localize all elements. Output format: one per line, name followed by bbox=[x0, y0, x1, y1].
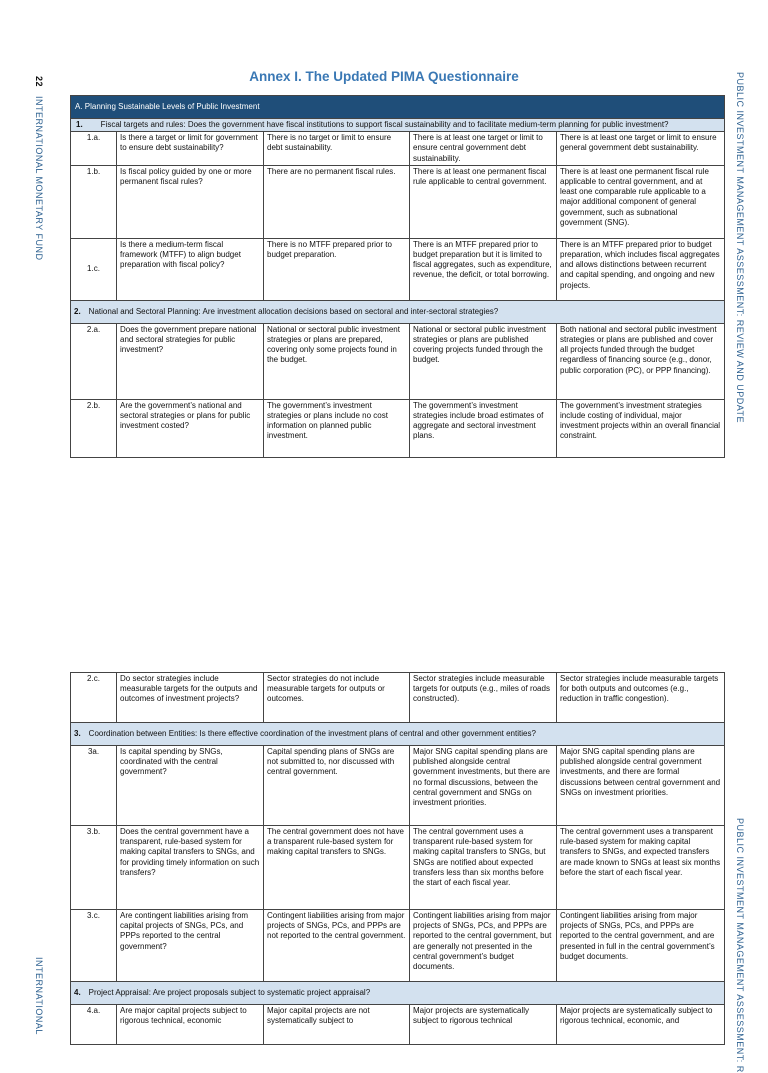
question-id: 2.c. bbox=[71, 673, 117, 723]
score-3-text: Sector strategies include measurable targets for both outputs and outcomes (e.g., reduction in traffic congestion). bbox=[557, 673, 725, 723]
pima-questionnaire-table-part1 bbox=[70, 95, 725, 458]
score-2-text: National or sectoral public investment strategies or plans are published covering projects funded through the budget. bbox=[410, 323, 557, 399]
question-text: Is there a medium-term fiscal framework (MTFF) to align budget preparation with fiscal policy? bbox=[117, 238, 264, 300]
section-number: 2. bbox=[74, 306, 81, 316]
question-id: 3.c. bbox=[71, 910, 117, 982]
score-3-text: There is at least one permanent fiscal rule applicable to central government, and at least one comparable rule applicable to a major additional component of general government, such as subnational government (SNG). bbox=[557, 165, 725, 238]
page-number: 22 bbox=[34, 76, 44, 88]
question-text: Is fiscal policy guided by one or more permanent fiscal rules? bbox=[117, 165, 264, 238]
section-heading-1 bbox=[71, 119, 725, 132]
question-id: 2.a. bbox=[71, 323, 117, 399]
right-header-text-lower: PUBLIC INVESTMENT MANAGEMENT ASSESSMENT: R bbox=[735, 818, 745, 1073]
score-3-text: Major SNG capital spending plans are published alongside central government investments, and there are formal discussions between central government and SNGs on investment priorities. bbox=[557, 746, 725, 826]
score-3-text: Both national and sectoral public investment strategies or plans are published and cover all projects funded through the budget regardless of financing source (e.g., donor, public corporation (PC), or PPP financing). bbox=[557, 323, 725, 399]
annex-title: Annex I. The Updated PIMA Questionnaire bbox=[249, 69, 519, 84]
question-row bbox=[71, 1005, 725, 1045]
section-text: National and Sectoral Planning: Are investment allocation decisions based on sectoral and inter-sectoral strategies? bbox=[88, 306, 499, 316]
question-row bbox=[71, 673, 725, 723]
section-row bbox=[71, 723, 725, 746]
question-id: 2.b. bbox=[71, 399, 117, 457]
section-text: Coordination between Entities: Is there effective coordination of the investment plans of central and other government entities? bbox=[88, 728, 536, 738]
score-2-text: There is an MTFF prepared prior to budget preparation but it is limited to fiscal aggregates, such as expenditure, revenue, the deficit, or total borrowing. bbox=[410, 238, 557, 300]
right-running-header bbox=[735, 72, 745, 423]
score-2-text: Major SNG capital spending plans are published alongside central government investments, but there are no formal discussions, between the central government and SNGs on investment priorities. bbox=[410, 746, 557, 826]
section-text: Project Appraisal: Are project proposals subject to systematic project appraisal? bbox=[88, 987, 371, 997]
score-1-text: The government’s investment strategies or plans include no cost information on planned public investment. bbox=[264, 399, 410, 457]
score-1-text: Contingent liabilities arising from major projects of SNGs, PCs, and PPPs are not reported to the central government. bbox=[264, 910, 410, 982]
left-running-header-lower bbox=[34, 957, 44, 1035]
score-1-text: National or sectoral public investment strategies or plans are prepared, covering only some projects found in the budget. bbox=[264, 323, 410, 399]
pima-questionnaire-table-part2 bbox=[70, 672, 725, 1045]
right-running-header-lower bbox=[735, 818, 745, 1073]
section-text: Fiscal targets and rules: Does the government have fiscal institutions to support fiscal sustainability and to facilitate medium-term planning for public investment? bbox=[100, 120, 669, 129]
question-id: 4.a. bbox=[71, 1005, 117, 1045]
score-3-text: There is an MTFF prepared prior to budget preparation, which includes fiscal aggregates and allows distinctions between recurrent and capital spending, and ongoing and new projects. bbox=[557, 238, 725, 300]
question-row bbox=[71, 165, 725, 238]
question-text: Is there a target or limit for government to ensure debt sustainability? bbox=[117, 132, 264, 166]
score-1-text: Major capital projects are not systematically subject to bbox=[264, 1005, 410, 1045]
question-text: Are contingent liabilities arising from capital projects of SNGs, PCs, and PPPs reported to the central government? bbox=[117, 910, 264, 982]
question-id: 1.c. bbox=[71, 238, 117, 300]
question-id: 3.b. bbox=[71, 826, 117, 910]
score-1-text: There is no MTFF prepared prior to budget preparation. bbox=[264, 238, 410, 300]
score-3-text: The central government uses a transparent rule-based system for making capital transfers to SNGs, and expected transfers are made known to SNGs at least six months before the start of each fiscal year. bbox=[557, 826, 725, 910]
question-row bbox=[71, 826, 725, 910]
score-2-text: The government’s investment strategies include broad estimates of aggregate and sectoral investment plans. bbox=[410, 399, 557, 457]
score-1-text: The central government does not have a transparent rule-based system for making capital transfers to SNGs. bbox=[264, 826, 410, 910]
question-text: Are major capital projects subject to rigorous technical, economic bbox=[117, 1005, 264, 1045]
score-2-text: The central government uses a transparent rule-based system for making capital transfers to SNGs, but SNGs are notified about expected transfers less than six months before the start of each fiscal year. bbox=[410, 826, 557, 910]
section-a-title: A. Planning Sustainable Levels of Public Investment bbox=[71, 96, 725, 119]
section-heading-3 bbox=[71, 723, 725, 746]
question-id: 1.b. bbox=[71, 165, 117, 238]
question-id: 3a. bbox=[71, 746, 117, 826]
question-text: Do sector strategies include measurable targets for the outputs and outcomes of investment projects? bbox=[117, 673, 264, 723]
left-header-text: INTERNATIONAL MONETARY FUND bbox=[34, 96, 44, 261]
section-row bbox=[71, 982, 725, 1005]
score-2-text: Major projects are systematically subject to rigorous technical bbox=[410, 1005, 557, 1045]
section-row bbox=[71, 119, 725, 132]
score-1-text: Capital spending plans of SNGs are not submitted to, nor discussed with central government. bbox=[264, 746, 410, 826]
score-2-text: There is at least one target or limit to ensure central government debt sustainability. bbox=[410, 132, 557, 166]
question-row bbox=[71, 910, 725, 982]
right-header-text: PUBLIC INVESTMENT MANAGEMENT ASSESSMENT: REVIEW AND UPDATE bbox=[735, 72, 745, 424]
score-2-text: There is at least one permanent fiscal rule applicable to central government. bbox=[410, 165, 557, 238]
question-row bbox=[71, 132, 725, 166]
question-text: Is capital spending by SNGs, coordinated with the central government? bbox=[117, 746, 264, 826]
score-3-text: There is at least one target or limit to ensure general government debt sustainability. bbox=[557, 132, 725, 166]
question-text: Does the government prepare national and sectoral strategies for public investment? bbox=[117, 323, 264, 399]
section-number: 3. bbox=[74, 728, 81, 738]
question-text: Are the government’s national and sectoral strategies or plans for public investment costed? bbox=[117, 399, 264, 457]
left-header-text-lower: INTERNATIONAL bbox=[34, 957, 44, 1035]
score-3-text: The government’s investment strategies include costing of individual, major investment projects within an overall financial constraint. bbox=[557, 399, 725, 457]
section-heading-4 bbox=[71, 982, 725, 1005]
score-1-text: Sector strategies do not include measurable targets for outputs or outcomes. bbox=[264, 673, 410, 723]
section-number: 4. bbox=[74, 987, 81, 997]
question-row bbox=[71, 399, 725, 457]
left-running-header bbox=[34, 76, 44, 261]
score-1-text: There is no target or limit to ensure debt sustainability. bbox=[264, 132, 410, 166]
score-3-text: Contingent liabilities arising from major projects of SNGs, PCs, and PPPs are reported to the central government, and are presented in full in the central government’s budget documents. bbox=[557, 910, 725, 982]
score-1-text: There are no permanent fiscal rules. bbox=[264, 165, 410, 238]
score-3-text: Major projects are systematically subject to rigorous technical, economic, and bbox=[557, 1005, 725, 1045]
section-heading-2 bbox=[71, 300, 725, 323]
question-text: Does the central government have a transparent, rule-based system for making capital transfers to SNGs, and for providing timely information on such transfers? bbox=[117, 826, 264, 910]
question-row bbox=[71, 238, 725, 300]
score-2-text: Contingent liabilities arising from major projects of SNGs, PCs, and PPPs are reported to the central government, but are generally not presented in the central government’s budget documents. bbox=[410, 910, 557, 982]
section-number: 1. bbox=[76, 120, 83, 129]
section-row bbox=[71, 300, 725, 323]
section-a-header bbox=[71, 96, 725, 119]
question-id: 1.a. bbox=[71, 132, 117, 166]
question-row bbox=[71, 746, 725, 826]
score-2-text: Sector strategies include measurable targets for outputs (e.g., miles of roads constructed). bbox=[410, 673, 557, 723]
question-row bbox=[71, 323, 725, 399]
